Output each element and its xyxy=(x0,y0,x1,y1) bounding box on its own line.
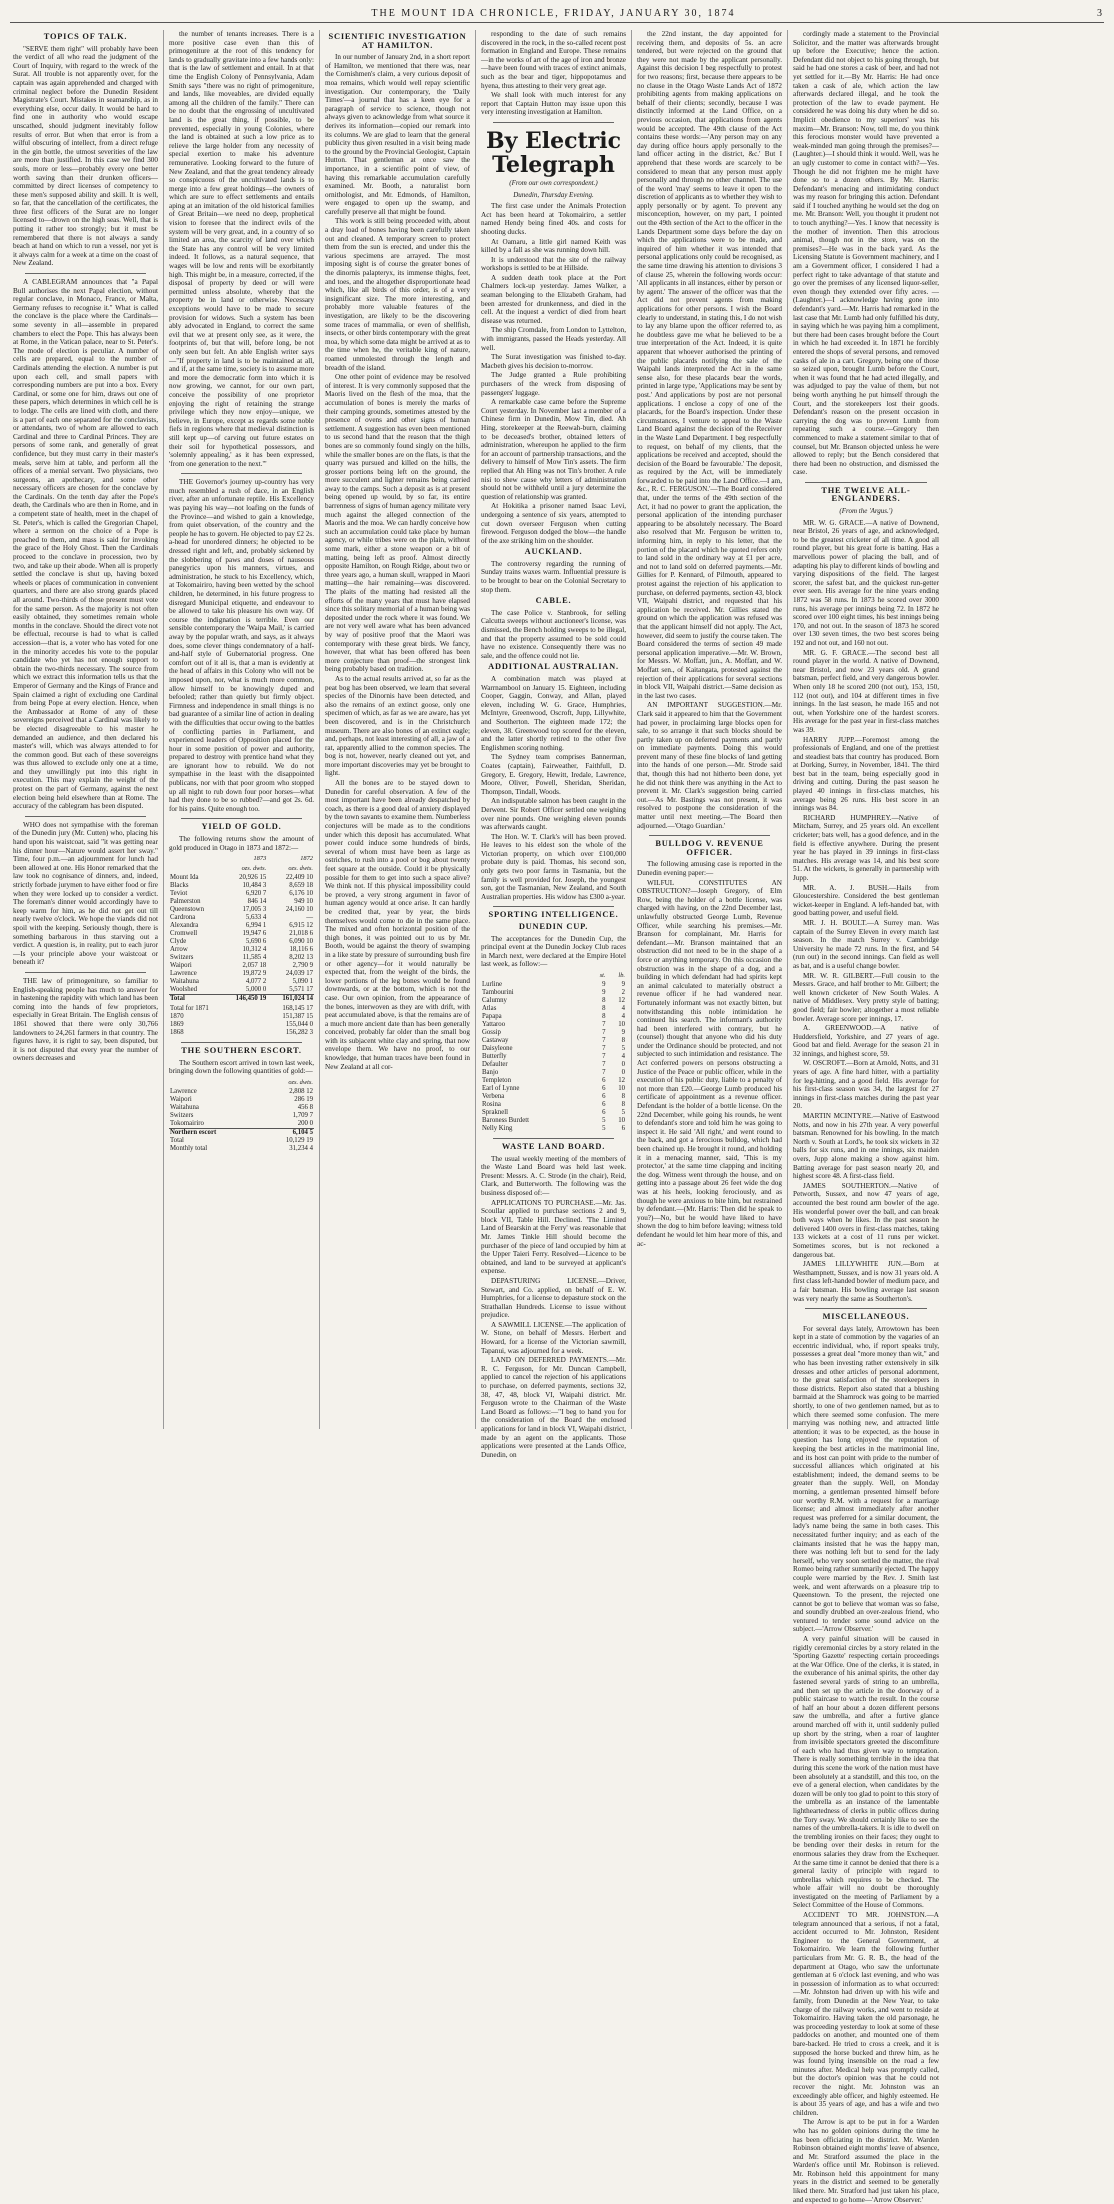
news-item: The controversy regarding the running of Sunday trains waxes warm. Influential pressure is to be brought to bear on the Colonial Secretary to stop them. xyxy=(481,559,626,594)
article-paragraph: AN IMPORTANT SUGGESTION.—Mr. Clark said it appeared to him that the Government had power, in proclaiming large blocks open for sale, to so arrange it that such blocks should be partly taken up on deferred payments and partly on immediate payments. Doing this would prevent many of these fine blocks of land getting into the hands of one person.—Mr. Strode said that, though this had not hitherto been done, yet he did not think there was anything in the Act to prevent it. Mr. Clark's suggestion being carried out.—As Mr. Bastings was not present, it was resolved to postpone the consideration of the matter until next meeting.—The Board then adjourned.—'Otago Guardian.' xyxy=(637,701,782,830)
table-cell: 0 xyxy=(621,1061,625,1068)
table-row xyxy=(169,970,314,978)
table-cell: Northern escort xyxy=(169,1129,259,1138)
table-cell: 6 xyxy=(602,1101,606,1108)
table-cell: 4 xyxy=(621,1005,625,1012)
article-paragraph: responding to the date of such remains discovered in the rock, in the so-called recent post formation in England and Europe. These remains—in the works of art of the age of iron and bronze—have been found with traces of extinct animals, such as the bear and tiger, hippopotamus and hyena, thus attesting to their very great age. xyxy=(481,30,626,90)
table-cell: 31,234 4 xyxy=(289,1145,313,1152)
table-header: 1872 xyxy=(300,855,313,863)
table-cell: 9 xyxy=(602,981,606,988)
table-row xyxy=(481,1085,626,1093)
table-cell: Teviot xyxy=(170,890,188,898)
yield-previous-table xyxy=(169,1005,314,1037)
news-item: The Surat investigation was finished to-day. Macbeth gives his decision to-morrow. xyxy=(481,353,626,370)
table-header xyxy=(169,854,221,864)
table-row xyxy=(481,1029,626,1037)
table-cell: 7 xyxy=(602,1069,606,1076)
cricket-heading: THE TWELVE ALL-ENGLANDERS. xyxy=(821,485,911,504)
news-item: The case Police v. Stanbrook, for selling Calcutta sweeps without auctioneer's license, was dismissed, the Bench holding sweeps to be illegal, and that the property assumed to be sold could have no existence. Consequently there was no sale, and the offence could not lie. xyxy=(481,608,626,660)
table-cell: Rosina xyxy=(482,1101,501,1108)
table-row xyxy=(169,906,314,914)
table-cell: Verbena xyxy=(482,1093,505,1100)
table-cell: 0 xyxy=(621,1069,625,1076)
divider xyxy=(25,972,146,973)
table-row xyxy=(481,1061,626,1069)
table-cell: 5,000 0 xyxy=(245,986,267,994)
table-cell: 8 xyxy=(621,1093,625,1100)
escort-intro: The Southern escort arrived in town last week, bringing down the following quantities of gold:— xyxy=(169,1058,314,1076)
player-entry: JAMES SOUTHERTON.—Native of Petworth, Sussex, and now 47 years of age, accounted the best round arm bowler of the age. His wonderful power over the ball, and can break both ways when he likes. In the past season he delivered 1400 overs in first-class matches, taking 133 wickets at a cost of 11 runs per wicket. Sometimes scores, but is not reckoned a dangerous bat. xyxy=(793,1181,939,1259)
table-row xyxy=(169,946,314,954)
table-cell: Cromwell xyxy=(170,930,198,938)
table-cell: 22,409 10 xyxy=(285,874,313,882)
table-header: 1873 xyxy=(253,855,267,863)
news-item: The Sydney team comprises Bannerman, Coates (captain), Fairweather, Faithfull, D. Gregory, E. Gregory, Hewitt, Iredale, Lawrence, Moore, Oliver, Powell, Sheridan, Sheridan, Thompson, Tindall, Woods. xyxy=(481,753,626,796)
table-header: ozs. dwts. xyxy=(288,1079,313,1086)
table-row xyxy=(169,930,314,938)
topics-heading: TOPICS OF TALK. xyxy=(43,32,128,41)
table-cell: 8 xyxy=(602,997,606,1004)
table-cell: 11,585 4 xyxy=(242,954,267,962)
page-number: 3 xyxy=(1097,7,1104,19)
table-row xyxy=(169,938,314,946)
table-cell: 10,484 3 xyxy=(242,882,267,890)
table-cell: Total xyxy=(170,1137,184,1144)
table-cell: 6 xyxy=(602,1077,606,1084)
news-item: An indisputable salmon has been caught in the Derwent. Sir Robert Officer settled one weighing over nine pounds. One weighing eleven pounds was afterwards caught. xyxy=(481,797,626,832)
table-cell: Banjo xyxy=(482,1069,499,1076)
article-paragraph: WHO does not sympathise with the foreman of the Dunedin jury (Mr. Cutten) who, placing his hand upon his waistcoat, said "it was getting near his dinner hour—Nature would assert her sway." Time, four p.m.—an adjournment for lunch had been allowed at one. His Honor remarked that the law took no cognisance of dinners, and, indeed, strictly forbade jurymen to have either food or fire when they were locked up to consider a verdict. The foreman's dinner would accordingly have to keep warm for him, as he did not get out till nearly twelve o'clock. We hope the viands did not spoil with the keeping. Seriously though, there is something barbarous in thus starving out a verdict. A question is, in reality, put to each juror—Is your principle above your waistcoat or beneath it? xyxy=(13,820,158,967)
escort-heading: THE SOUTHERN ESCORT. xyxy=(181,1046,302,1056)
table-row xyxy=(481,1037,626,1045)
player-entry: MR. J. H. BOULT.—A Surrey man. Was captain of the Surrey Eleven in every match last season. In the match Surrey v. Cambridge University he made 72 runs. In the first, and 54 (run out) in the second innings. Can field as well as bat, and is a useful change bowler. xyxy=(793,918,939,970)
news-item: APPLICATIONS TO PURCHASE.—Mr. Jas. Scoullar applied to purchase sections 2 and 9, block VII, Table Hill. Declined. 'The Limited Land of Bearskin at the Ferry' was reasonable that Mr. James Tinkle Hill should become the purchaser of the piece of land occupied by him at the Upper Taieri Ferry. Resolved—Licence to be obtained, and land to be surveyed at applicant's expense. xyxy=(481,1198,626,1276)
masthead-title: THE MOUNT IDA CHRONICLE, FRIDAY, JANUARY 30, 1874 xyxy=(371,7,736,19)
table-cell: 24,039 17 xyxy=(285,970,313,978)
divider xyxy=(181,473,302,474)
table-cell: Tambourini xyxy=(482,989,514,996)
table-row xyxy=(169,1129,314,1138)
bulldog-heading: BULLDOG V. REVENUE OFFICER. xyxy=(655,839,764,857)
table-cell: Palmerston xyxy=(170,898,201,906)
player-entry: MR. A. J. BUSH.—Hails from Gloucestershire. Considered the best gentleman wicket-keeper in England. A left-handed bat, with good batting power, and useful field. xyxy=(793,883,939,918)
table-cell: 5,090 1 xyxy=(292,978,313,986)
table-row xyxy=(481,1117,626,1125)
table-header xyxy=(481,971,589,981)
table-cell: 12 xyxy=(618,1077,625,1084)
table-cell: 4,077 2 xyxy=(245,978,267,986)
table-cell: 10,312 4 xyxy=(242,946,267,954)
table-cell: Templeton xyxy=(482,1077,511,1084)
article-paragraph: "SERVE them right" will probably have been the verdict of all who read the judgment of the Court of Inquiry, with regard to the wreck of the Surat. All trouble is not apparently over, for the captain was again apprehended and charged with criminal neglect before the Dunedin Resident Magistrate's Court. Mistakes in seamanship, as in everything else, occur daily. It would be hard to find one in authority who would escape unscathed, should judgment inevitably follow results of error. But when that error is from a wilful obscuring of intellect, from a direct refuge in the gin bottle, the utmost severities of the law are more than justified. In this case we find 300 souls, more or less—probably every one better worth saving than their drunken officers—committed by direct licenses of competency to these men's supposed ability and skill. It is well, so far, that the cancellation of the certificates, the three first officers of the Surat are no longer licensed to—drown on the high seas. Well, that is putting it rather too strongly; but it must be remembered that there is not always a sandy beach at hand on which to run a vessel, nor yet is it always calm for a week at a time on the coast of New Zealand. xyxy=(13,44,158,268)
table-cell: 6 xyxy=(621,1125,625,1132)
table-cell: 1870 xyxy=(170,1013,184,1021)
table-cell: 151,387 15 xyxy=(282,1013,313,1021)
auckland-heading: AUCKLAND. xyxy=(524,547,583,557)
article-paragraph: In our number of January 2nd, in a short report of Hamilton, we mentioned that there was, near the Cornishmen's claim, a very curious deposit of moa remains, which would well repay scientific investigation. Our contemporary, the 'Daily Times'—a journal that has a keen eye for a paragraph of service to science, though not always given to acknowledge from what source it derives its information—copied our remark into its columns. We are glad to learn that the general publicity thus given resulted in a visit being made to the ground by the Provincial Geologist, Captain Hutton. That gentleman at once saw the importance, in a scientific point of view, of having this remarkable accumulation carefully examined. Mr. Booth, a naturalist born ornithologist, and Mr. Edmonds, of Hamilton, were engaged to open up the swamp, and carefully preserve all that might be found. xyxy=(325,53,470,216)
table-row xyxy=(169,874,314,882)
table-cell: 7 xyxy=(602,1053,606,1060)
table-cell: Switzers xyxy=(170,954,194,962)
table-cell: Papapa xyxy=(482,1013,502,1020)
divider xyxy=(805,1308,927,1309)
table-header xyxy=(169,1078,259,1088)
table-cell: 7 xyxy=(602,1061,606,1068)
table-cell: 1869 xyxy=(170,1021,184,1029)
table-cell: 156,282 3 xyxy=(285,1029,313,1037)
table-cell: 7 xyxy=(602,1029,606,1036)
table-header xyxy=(169,864,221,874)
news-item: A combination match was played at Warrnambool on January 15. Eighteen, including Cooper, Gaggin, Conway, and Allan, played eleven, including W. G. Grace, Humphries, McIntyre, Greenwood, Oscroft, Jupp, Lillywhite, and Southerton. The eighteen made 172; the eleven, 38. Greenwood top scored for the eleven, and the latter shortly retired to the other five Englishmen scoring nothing. xyxy=(481,675,626,752)
divider xyxy=(25,273,146,274)
player-entry: HARRY JUPP.—Foremost among the professionals of England, and one of the prettiest and steadiest bats that country has produced. Born at Dorking, Surrey, in November, 1841. The third best bat in the team, being especially good in driving and cutting. During the past season he played 40 innings in first-class matches, his average being 26 runs. His best score in an innings was 84. xyxy=(793,735,939,813)
table-cell: 8 xyxy=(621,1101,625,1108)
table-cell: 5 xyxy=(602,1125,606,1132)
article-paragraph: We shall look with much interest for any report that Captain Hutton may issue upon this very interesting investigation at Hamilton. xyxy=(481,91,626,117)
column-4 xyxy=(476,30,632,1459)
news-item: The usual weekly meeting of the members of the Waste Land Board was held last week. Present: Messrs. A. C. Strode (in the chair), Reid, Clark, and Butterworth. The following was the business disposed of:— xyxy=(481,1154,626,1197)
table-cell: 200 0 xyxy=(297,1120,313,1127)
news-item: The ship Cromdale, from London to Lyttelton, with immigrants, passed the Heads yesterday. All well. xyxy=(481,326,626,352)
table-cell: 10 xyxy=(618,1021,625,1028)
divider xyxy=(181,818,302,819)
article-paragraph: ACCIDENT TO MR. JOHNSTON.—A telegram announced that a serious, if not a fatal, accident occurred to Mr. Johnston, Resident Engineer to the General Government, at Tokomairiro. We learn the following further particulars from Mr. G. R. B., the head of the department at Otago, who saw the unfortunate gentleman at 6 o'clock last evening, and who was in possession of information as to what occurred:—Mr. Johnston had driven up with his wife and family, from Dunedin at the New Year, to take charge of the railway works, and went to reside at Tokomairiro. Having taken the old parsonage, he was proceeding yesterday to look at some of these paddocks on another, and mounted one of them bare-backed. He tried to cross a creek, and it is supposed the horse bucked and threw him, as he was found lying insensible on the road a few minutes after. Medical help was promptly called, but the doctor's opinion was that he could not recover the night. Mr. Johnston was an exceedingly able officer, and highly esteemed. He is about 35 years of age, and has a wife and two children. xyxy=(793,1911,939,2117)
table-cell: 4 xyxy=(621,1053,625,1060)
player-entry: MR. W. G. GRACE.—A native of Downend, near Bristol, 26 years of age, and acknowledged, to be the greatest cricketer of all time. A good all round player, but his great forte is batting. Has a marvellous power of placing the ball, and of adapting his play to different kinds of bowling and varying dispositions of the field. The largest scorer, the safest bat, and the quickest run-getter ever seen. His average for the nine years ending 1872 was 58 runs. In 1873 he scored over 3000 runs, his average per innings being 72. In 1872 he scored over 100 eight times, his best innings being 170, and not out. In the season of 1873 he scored over 130 seven times, the two best scores being 192 and not out, and 160 not out. xyxy=(793,518,939,647)
waste-land-heading: WASTE LAND BOARD. xyxy=(501,1142,606,1151)
news-item: A SAWMILL LICENSE.—The application of W. Stone, on behalf of Messrs. Herbert and Howard, for a license of the Victorian sawmill, Tapanui, was adjourned for a week. xyxy=(481,1320,626,1355)
news-item: The acceptances for the Dunedin Cup, the principal event at the Dunedin Jockey Club races in March next, were declared at the Empire Hotel last week, as follow:— xyxy=(481,934,626,969)
divider xyxy=(493,906,614,907)
news-item: The first case under the Animals Protection Act has been heard at Tokomairiro, a settler named Hendy being fined 40s. and costs for shooting ducks. xyxy=(481,202,626,236)
table-cell: 6,090 10 xyxy=(289,938,313,946)
table-row xyxy=(169,1137,314,1145)
table-row xyxy=(169,914,314,922)
table-cell: 6,176 10 xyxy=(289,890,313,898)
telegraph-subheading: (From our own correspondent.) xyxy=(509,178,598,187)
columns xyxy=(8,30,1106,2204)
table-cell: 9 xyxy=(621,981,625,988)
table-row xyxy=(169,1120,314,1129)
table-cell: 456 8 xyxy=(297,1104,313,1111)
table-cell: Woolshed xyxy=(170,986,198,994)
table-header: ozs. dwts. xyxy=(241,865,267,873)
column-2 xyxy=(164,30,320,1429)
table-cell: 6,920 7 xyxy=(245,890,267,898)
news-item: LAND ON DEFERRED PAYMENTS.—Mr. R. C. Ferguson, for Mr. Duncan Campbell, applied to cancel the rejection of his applications to purchase, on deferred payments, sections 32, 38, 47, 48, block VI, Waipahi district. Mr. Ferguson wrote to the Chairman of the Waste Land Board as follows:—"I beg to hand you for the consideration of the Board the enclosed applications for land in block VI, Waipahi district, made by an agent on the applicants. Those applications were presented at the Lands Office, Dunedin, on xyxy=(481,1356,626,1459)
table-row xyxy=(481,1109,626,1117)
table-cell: Alexandra xyxy=(170,922,199,930)
table-row xyxy=(169,1096,314,1104)
table-cell: 12 xyxy=(618,997,625,1004)
table-cell: 7 xyxy=(602,1021,606,1028)
table-cell: Lawrence xyxy=(170,970,197,978)
table-row xyxy=(169,898,314,906)
table-cell: Waitahuna xyxy=(170,978,199,986)
table-cell: 8,202 13 xyxy=(289,954,313,962)
table-cell: 2,790 9 xyxy=(292,962,313,970)
table-header: ozs. dwts. xyxy=(288,865,313,873)
yield-intro: The following returns show the amount of gold produced in Otago in 1873 and 1872:— xyxy=(169,835,314,852)
player-entry: MR. W. R. GILBERT.—Full cousin to the Messrs. Grace, and half brother to Mr. Gilbert; the well known cricketer of New South Wales. A native of Middlesex. Very pretty style of batting; good field; fair bowler; altogether a most reliable bowler. Average score per innings, 17. xyxy=(793,971,939,1023)
divider xyxy=(493,122,614,123)
table-header: st. xyxy=(599,972,606,979)
table-cell: 6,915 12 xyxy=(289,922,313,930)
table-cell: Mount Ida xyxy=(170,874,199,882)
news-item: DEPASTURING LICENSE.—Driver, Stewart, and Co. applied, on behalf of E. W. Humphries, for a license to depasture stock on the Strathallan Hundreds. License to issue without prejudice. xyxy=(481,1276,626,1320)
table-cell: 5 xyxy=(621,1045,625,1052)
table-cell: 18,116 6 xyxy=(289,946,313,954)
table-row xyxy=(169,882,314,890)
table-cell: Defaulter xyxy=(482,1061,508,1068)
column-1 xyxy=(8,30,164,1429)
player-entry: MARTIN MCINTYRE.—Native of Eastwood Notts, and now in his 27th year. A very powerful batsman. Renowned for his bowling. In the match North v. South at Lord's, he took six wickets in 32 balls for six runs, and in one innings, six maiden overs, Jupp alone making a show against him. Batting average for past season nearly 20, and highest score 48. A first-class field. xyxy=(793,1112,939,1181)
dateline: Dunedin, Thursday Evening. xyxy=(513,190,594,199)
player-entry: MR. G. F. GRACE.—The second best all round player in the world. A native of Downend, near Bristol, and now 23 years old. A grand batsman, perfect field, and very dangerous bowler. When only 18 he scored 200 (not out), 153, 150, 112 (not out), and 104 at different times in five innings. In the last season, he made 165 and not out, when Yorkshire one of the hardest scorers. His average for the past year in first-class matches was 39. xyxy=(793,648,939,734)
yield-heading: YIELD OF GOLD. xyxy=(201,822,282,832)
dunedin-cup-heading: DUNEDIN CUP. xyxy=(518,922,589,932)
table-cell: 5 xyxy=(602,1117,606,1124)
news-item: At Oamaru, a little girl named Keith was killed by a fall as she was running down hill. xyxy=(481,237,626,255)
table-cell: 7 xyxy=(602,1045,606,1052)
article-paragraph: The Arrow is apt to be put in for a Warden who has no golden opinions during the time he has been officiating in the district. Mr. Warden Robinson obtained eight months' leave of absence, and Mr. Stratford assumed the place in the Warden's office until Mr. Robinson is relieved. Mr. Robinson held this appointment for many years in the district and seemed to be generally liked there. Mr. Stratford had just taken his place, and expected to go home—'Arrow Observer.' xyxy=(793,2118,939,2204)
table-cell: — xyxy=(306,914,313,922)
table-row xyxy=(169,1145,314,1153)
table-cell: 5,633 4 xyxy=(245,914,267,922)
table-row xyxy=(169,1021,314,1029)
table-row xyxy=(481,997,626,1005)
table-row xyxy=(481,989,626,997)
table-cell: 7 xyxy=(602,1037,606,1044)
table-cell: 949 10 xyxy=(294,898,313,906)
yield-table xyxy=(169,854,314,1003)
table-cell: 9 xyxy=(602,989,606,996)
table-cell: Switzers xyxy=(170,1112,194,1119)
table-cell: Waitahuna xyxy=(170,1104,199,1111)
table-cell: 20,926 15 xyxy=(239,874,267,882)
table-cell: 4 xyxy=(621,1013,625,1020)
divider xyxy=(649,835,770,836)
table-cell: 19,947 6 xyxy=(242,930,267,938)
sporting-heading: SPORTING INTELLIGENCE. xyxy=(488,910,619,920)
telegraph-heading: By Electric Telegraph xyxy=(485,127,622,178)
column-5 xyxy=(632,30,788,1429)
table-cell: 8 xyxy=(621,1037,625,1044)
table-row xyxy=(169,1112,314,1120)
table-cell: 10,129 19 xyxy=(285,1137,313,1144)
article-paragraph: One other point of evidence may be resolved of interest. It is very commonly supposed that the Maoris lived on the flesh of the moa, that the accumulation of bones is merely the marks of their camping grounds, sometimes attested by the presence of ovens and other signs of human settlement. A suggestion has even been mentioned to us second hand that the reason that the thigh bones are so commonly found singly on the hills, while the smaller bones are on the flats, is that the quarry was pursued and killed on the hills, the grosser portions being left on the ground, the more succulent and lighter remains being carried away to the camps. Such a deposit as is at present being opened up would, by so far, its entire barrenness of signs of human agency militate very much against the alleged connection of the Maoris and the moa. We can hardly conceive how such an accumulation could take place by human agency, or while tribes were on the plain, without some mark, either a stone weapon or a bit of matting, being left as proof. Almost directly opposite Hamilton, on Rough Ridge, about two or three years ago, a human skull, wrapped in Maori matting—the hair remaining—was discovered. The plaits of the matting had resisted all the efforts of the many years that must have elapsed since this solitary memorial of a human being was deposited under the rock where it was found. We are not very well aware what has been advanced by way of positive proof that the Maori was contemporary with these great birds. We fancy, however, that what has been offered has been more conjecture than proof—the strongest link being probably based on tradition. xyxy=(325,373,470,674)
table-cell: Calumny xyxy=(482,997,507,1004)
table-row xyxy=(481,1069,626,1077)
article-paragraph: All the bones are to be stayed down to Dunedin for careful observation. A few of the most important have been already despatched by coach, as there is a good deal of anxiety displayed by the town savants to examine them. Numberless conjectures will be made as to the conditions under which this deposit has accumulated. What power could induce some hundreds of birds, several of whom must have been as large as ostriches, to rush into a pool or bog about twenty feet square at the outside. Could it be physically possible for them to get into such a space alive? We think not. If this physical impossibility could be proved, a very strong argument in favor of human agency would at once arise. It can hardly be credited that, year by year, the birds themselves would come to die in the same place. The mixed and often horizontal position of the thigh bones, it was pointed out to us by Mr. Booth, would be against the theory of swamping in a like state by pressure of surrounding bush fire or other agency—for it would naturally be expected that, from the weight of the birds, the lower portions of the leg bones would be found downwards, or at the bottom, which is not the case. Our own opinion, from the appearance of the bones, interwoven as they are with drift, with peat accumulated above, is that the remains are of a much more ancient date than has been generally conceived, probably far older than the small bog with its subjacent white clay and spring, that now envelope them. We have no proof, to our knowledge, that human traces have been found in New Zealand at all cor- xyxy=(325,779,470,1071)
table-cell: 6 xyxy=(602,1085,606,1092)
article-paragraph: The following amusing case is reported in the Dunedin evening paper:— xyxy=(637,860,782,877)
news-item: It is understood that the site of the railway workshops is settled to be at Hillside. xyxy=(481,255,626,273)
article-paragraph: A CABLEGRAM announces that "a Papal Bull authorises the next Papal election, without regular conclave, in Monaco, France, or Malta, Germany refuses to recognise it." What is called the conclave is the place where the Cardinals—some seventy in all—assemble in prepared chambers to elect the Pope. This has always been at Rome, in the Vatican palace, near to St. Peter's. The mode of election is peculiar. A number of cells are prepared, equal to the number of Cardinals attending the election. A number is put upon each cell, and small papers with corresponding numbers are put into a box. Every Cardinal, or some one for him, draws out one of these papers, which determines in which cell he is to lodge. The cells are lined with cloth, and there is a part of each one separated for the conclavists, or attendants, two of whom are allowed to each Cardinal and three to Cardinal Princes. They are persons of some rank, and generally of great confidence, but they must carry in their master's meals, serve him at table, and perform all the offices of a menial servant. Two physicians, two surgeons, an apothecary, and some other necessary officers are chosen for the conclave by the Cardinals. On the tenth day after the Pope's death, the Cardinals who are then in Rome, and in a competent state of health, meet in the chapel of St. Peter's, which is called the Gregorian Chapel, where a sermon on the choice of a Pope is preached to them, and mass is said for invoking the grace of the Holy Ghost. Then the Cardinals proceed to the conclave in procession, two by two, and take up their abode. When all is properly settled the conclave is shut up, having boxed wheels or places of communication in convenient quarters, and there are also strong guards placed all around. Two-thirds of those present must vote for the same person. As the majority is not often easily obtained, they sometimes remain whole months in the conclave. Should the direct vote not be effectual, recourse is had to what is called accession—that is, a voter who has voted for one in the minority accedes his vote to the popular candidate who yet has not enough support to obtain the two-thirds necessary. The source from which we extract this information tells us that the Emperor of Germany and the Kings of France and Spain claimed a right of excluding one Cardinal from being Pope at every election. Hence, when the Ambassador at Rome of any of these sovereigns perceived that a Cardinal was likely to be elected disagreeable to his master he demanded an audience, and then declared his master's will, which was always attended to for the common good. But each of these sovereigns was thus allowed to exclude only one at a time, and they unwillingly put into this right in execution. This may explain the weight of the protest on the part of Germany, against the next election being held elsewhere than at Rome. The accuracy of the cablegram has been disputed. xyxy=(13,278,158,811)
divider xyxy=(493,1138,614,1139)
table-cell: 8 xyxy=(602,1013,606,1020)
table-row xyxy=(169,890,314,898)
table-cell: Blacks xyxy=(170,882,189,890)
table-cell: 168,145 17 xyxy=(282,1005,313,1013)
table-cell: Nelly King xyxy=(482,1125,513,1132)
article-paragraph: A very painful situation will be caused in rigidly ceremonial circles by a story related in the 'Sporting Gazette' respecting certain proceedings at the War Office. One of the clerks, it is stated, in the exuberance of his animal spirits, the other day fastened several yards of string to an umbrella, and then set up the article in the doorway of a public staircase to watch the result. In the course of half an hour about a dozen different persons saw the umbrella, and after a furtive glance around marched off with it, until suddenly pulled up short by the string, when a roar of laughter from invisible spectators greeted the discomfiture of each who had thus given way to temptation. There is really something terrible in the idea that during this scene the work of the nation must have been absolutely at a standstill, and this too, on the eve of a general election, when candidates by the dozen will be only too glad to point to this story of the umbrella as an instance of the lamentable lightheartedness of clerks in public offices during the Tory sway. We should certainly like to see the names of the umbrella-takers. It is idle to dwell on the trembling ironies on their faces; they ought to be bending over their desks in return for the enormous salaries they draw from the Exchequer. At the same time it cannot be denied that there is a general laxity of principle with regard to umbrellas which requires to be checked. The whole affair will no doubt be thoroughly investigated on the meeting of Parliament by a Select Committee of the House of Commons. xyxy=(793,1635,939,1910)
table-cell: 21,018 6 xyxy=(289,930,313,938)
table-cell: 2,057 18 xyxy=(242,962,267,970)
cricket-source: (From the 'Argus.') xyxy=(839,507,893,516)
cable-heading: CABLE. xyxy=(535,596,572,606)
table-cell: 17,005 3 xyxy=(242,906,267,914)
table-row xyxy=(481,1013,626,1021)
table-cell: 9 xyxy=(621,1029,625,1036)
news-item: The Hon. W. T. Clark's will has been proved. He leaves to his eldest son the whole of the Victorian property, on which over £100,000 probate duty is paid. Thomas, his second son, only gets two poor farms in Tasmania, but the family is well provided for. Joseph, the youngest son, got the Tasmanian, New Zealand, and South Australian properties. His widow has £300 a-year. xyxy=(481,832,626,901)
table-cell: 6 xyxy=(602,1109,606,1116)
table-row xyxy=(481,1077,626,1085)
table-cell: 6 xyxy=(602,1093,606,1100)
table-row xyxy=(481,1093,626,1101)
table-cell: Lawrence xyxy=(170,1088,197,1095)
table-row xyxy=(169,1029,314,1037)
divider xyxy=(25,816,146,817)
article-paragraph: THE Governor's journey up-country has very much resembled a rush of dace, in an English river, after an unfortunate reptile. His Excellency was paying his way—not loafing on the funds of the Province—and wished to gain a knowledge, from quiet observation, of the country and the people he has to govern. He objected to pay £2 2s. a-head for unordered dinners; he objected to be dressed right and left, and, probably sickened by the slobbering of paws and doses of nauseous panegyrics upon his manners, virtues, and administration, he stuck to his Excellency, which, at Tokomairiro, having been wetted by the school children, he determined, in his future progress to disregard Municipal etiquette, and endeavour to be allowed to take his pleasure his own way. Of course the indignation is terrible. Even our sensible contemporary the 'Waipa Mail,' is carried away by the popular wrath, and says, as it always does, some clever things condemnatory of a half-and-half style of Gubernatorial progress. One comfort out of it all is, that a man is evidently at the head of affairs in this Colony who will not be imposed upon, nor, what is much more common, allow himself to be knowingly duped and befooled; rather than quietly but firmly object. Firmness and independence in small things is no bad guarantee of a similar line of action in dealing with the difficulties that occur owing to the battles of conflicting parties in Parliament, and experienced leaders of Opposition placed for the hour in some position of power and authority, prepared to destroy with prentice hand what they are ignorant how to rebuild. We do not sympathise in the least with the disappointed publicans, nor with that poor groom who stopped up all night to rub down four poor horses—what had they done to be so rubbed?—and got 2s. 6d. for his pains. Quite enough too. xyxy=(169,478,314,813)
table-row xyxy=(481,1101,626,1109)
article-paragraph: For several days lately, Arrowtown has been kept in a state of commotion by the vagaries of an eccentric individual, who, if report speaks truly, possesses a great deal "more money than wit," and who has been investing rather extensively in silk dresses and other articles of personal adornment, to the great satisfaction of the storekeepers in those districts. Report also stated that a blushing barmaid at the Shamrock was going to be married shortly, to one of two gentlemen named, but as to which there seemed some confusion. The mere marrying was nothing new, and attracted little attention; it was to be expected, as the house in question has long enjoyed the reputation of keeping the best articles in the matrimonial line, and its host can point with pride to the number of successful alliances which originated at his establishment; indeed, the demand seems to be greater than the supply. Well, on Monday morning, a gentleman presented himself before our worthy R.M. with a request for a marriage license; and almost immediately after another request was preferred for a similar document, the lady's name being the same in both cases. This necessitated further inquiry; and as each of the claimants insisted that he was the happy man, there was nothing left but to send for the lady herself, who very soon settled the matter, the rival Romeo being rather summarily ejected. The happy couple were married by the Rev. J. Smith last week, and went afterwards on a pleasure trip to Queenstown. To the present, the rejected one cannot be got to believe that woman was so false, and soundly drubbed an over-zealous friend, who ventured to tender some sound advice on the subject.—'Arrow Observer.' xyxy=(793,1324,939,1634)
table-cell: 19,872 9 xyxy=(242,970,267,978)
table-header: lb. xyxy=(618,972,625,979)
table-cell: 146,450 19 xyxy=(221,995,268,1004)
column-3 xyxy=(320,30,476,1429)
table-row xyxy=(169,1104,314,1112)
table-cell: 161,024 14 xyxy=(267,995,314,1004)
table-row xyxy=(169,1005,314,1013)
news-item: The Judge granted a Rule prohibiting purchasers of the wreck from disposing of passengers' luggage. xyxy=(481,371,626,397)
table-cell: 24,160 10 xyxy=(285,906,313,914)
article-paragraph: the number of tenants increases. There is a more positive case even than this of primogeniture at the root of this tendency for lands to gradually gravitate into a few hands only: that is the law of settlement and entail. In at that time the English Colony of Pennsylvania, Adam Smith says "there was no right of primogeniture, and lands, like moveables, are divided equally among all the children of the family." There can be no doubt that the engrossing of uncultivated land is the great thing, if possible, to be prevented, especially in young Colonies, where the land is obtained at such a low price as to relieve the large holder from any necessity of special exertion to make his adventure remunerative. Looking forward to the future of New Zealand, and that the great tendency already so conspicuous of the uncultivated lands is to merge into a few great holdings—the owners of which are sure to effect settlements and entails aping at an imitation of the old historical families of Great Britain—we need no deep, prophetical vision to foresee that the indirect evils of the system will be very great, and, in a country of so limited an area, the scarcity of land over which the State has any control will be very limited indeed. It follows, as a natural sequence, that wages will be low and rents will be exorbitantly high. This might be, in a measure, corrected, if the disposal of property by deed or will were permitted unless absolute, whereby that the property be in land or otherwise. Necessary exceptions would have to be made to secure provision for widows. Such a system has been ably advocated in England, to correct the same evil that we at present only see, as it were, the footprints of, but that will, before long, be not only seen but felt. An able English writer says—"If property in land is to be maintained at all, and if, at the same time, society is to assume more and more the democratic form into which it is now growing, we cannot, for our own part, conceive the possibility of one proprietor enjoying the right of retaining the strange privilege which they now enjoy—unique, we believe, in Europe, except as regards some noble fiefs in regions where that medieval distinction is still kept up—of carving out future estates on their soil for hypothetical possessors, and 'solemnly appealing,' as it has been expressed, 'from one generation to the next.'" xyxy=(169,30,314,468)
column-6 xyxy=(788,30,944,2204)
table-cell: 10 xyxy=(618,1117,625,1124)
table-row xyxy=(481,1053,626,1061)
article-paragraph: As to the actual results arrived at, so far as the peat bog has been observed, we learn that several species of the Dinornis have been detected, and also the remains of an extinct goose, only one specimen of which, as far as we are aware, has yet been discovered, and is in the Christchurch museum. There are also bones of an extinct eagle; and, perhaps, not least interesting of all, a jaw of a rat, apparently allied to the common species. The bog is not, however, nearly cleaned out yet, and more important discoveries may yet be brought to light. xyxy=(325,674,470,778)
table-row xyxy=(481,1005,626,1013)
player-entry: A. GREENWOOD.—A native of Huddersfield, Yorkshire, and 27 years of age. Good bat and field. Average for the season 21 in 32 innings, and highest score, 59. xyxy=(793,1024,939,1058)
table-cell: 846 14 xyxy=(247,898,267,906)
table-cell: Daisyleone xyxy=(482,1045,513,1052)
table-cell: Lurline xyxy=(482,981,503,988)
table-cell: 1,709 7 xyxy=(292,1112,313,1119)
additional-heading: ADDITIONAL AUSTRALIAN. xyxy=(488,662,619,672)
cup-table xyxy=(481,971,626,1133)
table-cell: 1868 xyxy=(170,1029,184,1037)
table-cell: Spraknell xyxy=(482,1109,509,1116)
table-row xyxy=(481,1021,626,1029)
table-cell: Waipori xyxy=(170,1096,192,1103)
table-cell: Gossip xyxy=(482,1029,501,1036)
article-paragraph: cordingly made a statement to the Provincial Solicitor, and the matter was afterwards brought up before the Executive; hence the action. Defendant did not object to his going through, but said he had one stores a cask of beer, and had not yet settled for it.—By Mr. Harris: He had once taken a cask of ale, which action the law afterwards declared illegal, and he took the protection of the law to evade payment. He considered he was doing his duty when he did so. Implicit obedience to my superiors' was his maxim—Mr. Branson: Now, tell me, do you think this ferocious monster would have prevented a weak-minded man going through the premises?—(Laughter.)—I should think it would. Well, was he an ugly customer to come in contact with?—Yes. Though he did not frighten me he might have done so to a dozen others. By Mr. Harris: Defendant's menacing and intimidating conduct was my reason for bringing this action. Defendant said if I touched anything he would set the dog on me. Mr. Branson: Well, you thought it prudent not to touch anything?—Yes. I know that necessity is the mother of invention. Then this atrocious animal, though not in the store, was on the premises?—He was in the back yard. As the Licensing Statute is Government machinery, and I am a Government officer, I considered I had a perfect right to take advantage of that statute and go over the premises of any licensed liquor-seller, even though they extended over fifty acres. —(Laughter.)—I acknowledge having gone into defendant's yard.—Mr. Harris had remarked in the last case that Mr. Lumb had only fulfilled his duty, in saying which he was paying him a compliment, but there had been cases brought before the Court in which he had exceeded it. In 1871 he forcibly entered the shops of several persons, and removed casks of ale in a cart. Gregory, being one of those so seized upon, brought Lumb before the Court, when it was found that he had acted illegally, and was adjudged to pay the value of them, but not being worth anything he put himself through the Court, and the storekeepers lost their goods. Defendant's reason on the present occasion in carrying the dog was to prevent Lumb from repeating such a course.—Gregory then commenced to make a statement similar to that of counsel, but Mr. Branson objected unless he were allowed to reply; but the Bench considered that there had been no obstruction, and dismissed the case. xyxy=(793,30,939,477)
news-item: A sudden death took place at the Port Chalmers lock-up yesterday. James Walker, a seaman belonging to the Elizabeth Graham, had been arrested for drunkenness, and died in the cell. At the inquest a verdict of died from heart disease was returned. xyxy=(481,273,626,325)
news-item: At Hokitika a prisoner named Isaac Levi, undergoing a sentence of six years, attempted to cut down overseer Ferguson when cutting firewood. Ferguson dodged the blow—the handle of the axe striking him on the shoulder. xyxy=(481,502,626,545)
article-paragraph: the 22nd instant, the day appointed for receiving them, and deposits of 5s. an acre tendered, but were rejected on the ground that they were not made by the applicant personally. Against this decision I beg respectfully to protest for two reasons; first, because there appears to be no clause in the Otago Waste Lands Act of 1872 prohibiting agents from making applications on behalf of their clients; secondly, because I was distinctly informed at the Land Office, on a previous occasion, that applications from agents would be accepted. The 49th clause of the Act contains these words:—'Any person may on any day during office hours apply personally to the land officer acting in the district, &c.' But I apprehend that these words are scarcely to be considered to mean that any person must apply personally and through no other channel. The use of the word 'may' seems to leave it open to the discretion of applicants as to whether they wish to apply personally or by agent. To prevent any misconception, however, on my part, I pointed out the 49th section of the Act to the officer in the Lands Department some days before the day on which the applications were to be made, and inquired of him whether it was intended that personal applications only could be recognised, as the same time drawing his attention to divisions 3 of clause 25, wherein the following words occur: 'All applicants in all instances, either by person or by agent.' The answer of the officer was that the Act did not prevent agents from making applications for other persons. I wish the Board clearly to understand, in stating this, I do not wish to lay any blame upon the officer referred to, as he doubtless gave me what he believed to be a true interpretation of the Act. Indeed, it is quite apparent that whoever authorised the printing of the public placards notifying the sale of the Waipahi lands interpreted the Act in the same sense also, for these placards bear the words, printed in large type, 'Applications may be sent by post.' And applications by post are not personal applications. I enclose a copy of one of the placards, for the Board's inspection. Under these circumstances, I venture to appeal to the Waste Land Board against the decision of the Receiver in the Waste Land Department. I beg respectfully to request, on behalf of my clients, that the applications be received and accepted, should the decision of the Board be favourable.' The deposit, as required by the Act, will be immediately forwarded to be paid into the Land Office.—I am, &c., R. C. FERGUSON.'—The Board considered that, under the terms of the 49th section of the Act, it had no power to grant the application, the personal application of the intending purchaser appearing to be absolutely necessary. The Board also resolved that Mr. Ferguson be written to, informing him, in reply to his letter, that the portion of the placard which he quoted refers only to land sold in the ordinary way at £1 per acre, and not to land sold on deferred payments.—Mr. Gillies for P. Kennard, of Pilmouth, appeared to protest against the rejection of his application to purchase, on deferred payments, section 43, block VII, Waipahi district, and requested that his application be received. Mr. Gillies stated the ground on which the application was refused was that the applicant himself did not apply. The Act, however, did seem to justify the course taken. The Board considered the terms of section 49 made personal application imperative.—Mr. W. Brown, for Messrs. W. Moffatt, jun., A. Moffatt, and W. Moffatt sen., of Kaitangata, protested against the rejection of their applications for several sections in block VII, Waipahi district.—Same decision as in the last two cases. xyxy=(637,30,782,700)
table-cell: Clyde xyxy=(170,938,187,946)
divider xyxy=(805,482,927,483)
table-cell: Queenstown xyxy=(170,906,204,914)
table-row xyxy=(169,922,314,930)
escort-table xyxy=(169,1078,314,1153)
table-cell: 8,659 18 xyxy=(289,882,313,890)
table-cell: Monthly total xyxy=(170,1145,208,1152)
table-cell: Waipori xyxy=(170,962,192,970)
player-entry: W. OSCROFT.—Born at Arnold, Notts, and 31 years of age. A fine hard hitter, with a partiality for leg-hitting, and a good field. His average for his first-class season was 34, the largest for 27 innings in first-class matches during the past year 20. xyxy=(793,1059,939,1111)
article-paragraph: This work is still being proceeded with, about a dray load of bones having been carefully taken out and cleaned. A temporary screen to protect them from the sun is erected, and under this the various specimens are arrayed. The most imposing sight is of course the greater bones of the dinornis palapteryx, its immense thighs, feet, and toes, and the altogether disproportionate head which, like all birds of this order, is of a very insignificant size. The more interesting, and probably more valuable features of the investigation, are likely to be the discovering some traces of mammalia, or even of shellfish, insects, or other birds contemporary with the great moa, by which some data might be arrived at as to the time when he, the veritable king of nature, roamed unmolested through the length and breadth of the island. xyxy=(325,217,470,372)
table-cell: Atlas xyxy=(482,1005,497,1012)
table-cell: 8 xyxy=(602,1005,606,1012)
article-paragraph: THE law of primogeniture, so familiar to English-speaking people has much to answer for in hastening the rapidity with which land has been coming into the hands of few proprietors, especially in Great Britain. The English census of 1861 showed that there were only 30,766 landowners to 24,261 farmers in that country. The figures have, it is right to say, been disputed, but it is not disputed that every year the number of owners decreases and xyxy=(13,976,158,1063)
table-row xyxy=(169,962,314,970)
table-cell: 10 xyxy=(618,1085,625,1092)
table-row xyxy=(481,1045,626,1053)
table-cell: 5 xyxy=(621,1109,625,1116)
table-cell: 6,104 5 xyxy=(259,1129,314,1138)
table-row xyxy=(169,1088,314,1096)
table-cell: Total xyxy=(169,995,221,1004)
table-row xyxy=(169,986,314,995)
table-cell: 6,994 1 xyxy=(245,922,267,930)
table-cell: Castaway xyxy=(482,1037,509,1044)
masthead xyxy=(10,4,1104,23)
table-row xyxy=(169,954,314,962)
table-cell: 155,044 0 xyxy=(285,1021,313,1029)
table-cell: 5,571 17 xyxy=(289,986,313,994)
table-cell: Cardrona xyxy=(170,914,196,922)
table-row xyxy=(481,981,626,989)
table-cell: Earl of Lynne xyxy=(482,1085,520,1092)
table-cell: Baroness Burdett xyxy=(482,1117,530,1124)
player-entry: RICHARD HUMPHREY.—Native of Mitcham, Surrey, and 25 years old. An excellent cricketer; bats well, has a good defence, and in the field is effective anywhere. During the present year he has played in 39 innings in first-class matches. His average was 14, and his best score 51. At the wickets, is generally in partnership with Jupp. xyxy=(793,813,939,882)
table-cell: Yattaroo xyxy=(482,1021,506,1028)
table-cell: 2,808 12 xyxy=(289,1088,313,1095)
scientific-heading: SCIENTIFIC INVESTIGATION AT HAMILTON. xyxy=(328,32,467,50)
misc-heading: MISCELLANEOUS. xyxy=(822,1312,910,1322)
table-cell: 2 xyxy=(621,989,625,996)
table-row xyxy=(481,1125,626,1133)
player-entry: JAMES LILLYWHITE JUN.—Born at Westhampnett, Sussex, and is now 31 years old. A first class left-handed bowler of medium pace, and a fair batsman. His bowling average last season was very nearly the same as Southerton's. xyxy=(793,1260,939,1303)
table-cell: Arrow xyxy=(170,946,188,954)
divider xyxy=(181,1042,302,1043)
news-item: A remarkable case came before the Supreme Court yesterday. In November last a member of a Chinese firm in Dunedin, Mow Tin, died. Ah Hing, storekeeper at the Reewah-burn, claiming to be deceased's brother, obtained letters of administration, whereupon he applied to the firm for an account of partnership transactions, and the delivery to himself of Mow Tin's assets. The firm replied that Ah Hing was not Tin's brother. A rule nisi to shew cause why letters of administration should not be withheld until a jury determine the question of relationship was granted. xyxy=(481,398,626,501)
table-cell: Tokomairiro xyxy=(170,1120,204,1127)
table-row xyxy=(169,995,314,1004)
table-row xyxy=(169,978,314,986)
table-cell: Total for 1871 xyxy=(170,1005,209,1013)
article-paragraph: WILFUL CONSTITUTES AN OBSTRUCTION?—Joseph Gregory, of Elm Row, being the holder of a bottle license, was charged with having, on the 22nd December last, unlawfully obstructed George Lumb, Revenue Officer, while searching his premises.—Mr. Branson for complainant, Mr. Harris for defendant.—Mr. Branson maintained that an obstruction did not need to be in the shape of a force or anything temporary. On this occasion the obstruction was in the shape of a dog, and a building in which defendant had had spirits kept an animal calculated to materially obstruct a revenue officer if he had wandered near. Fortunately informant was not exactly bitten, but notwithstanding this noble intimidation he continued his search. The informant's authority had been interfered with contrary, but he (counsel) thought that anyone who did his duty under the Ordinance should be protected, and not subjected to such intimidation and resistance. The Act conferred powers on persons obstructing a Justice of the Peace or public officer, while in the execution of his public duty, liable to a penalty of not more than £20.—George Lumb produced his certificate of appointment as a revenue officer. Defendant is the holder of a bottle license. On the 22nd December, while going his rounds, he went to defendant's store and told him he was going to inspect it. He said 'All right,' and went round to the back, and got a ferocious bulldog, which had been chained up. He brought it round, and holding it in a menacing manner, said, 'This is my protector,' at the same time clapping and inciting the dog. Witness went through the house, and on getting into a passage about 26 feet wide the dog was at his heels, looking ferociously, and as though he were anxious to bite him, but restrained by defendant.—(Mr. Harris: Then did he speak to you?)—No, but he would have liked to have shown the dog to him before leaving; witness told defendant he would let him hear more of this, and ac- xyxy=(637,878,782,1248)
table-cell: 5,690 6 xyxy=(245,938,267,946)
table-cell: Butterfly xyxy=(482,1053,507,1060)
table-cell: 286 19 xyxy=(294,1096,313,1103)
table-row xyxy=(169,1013,314,1021)
